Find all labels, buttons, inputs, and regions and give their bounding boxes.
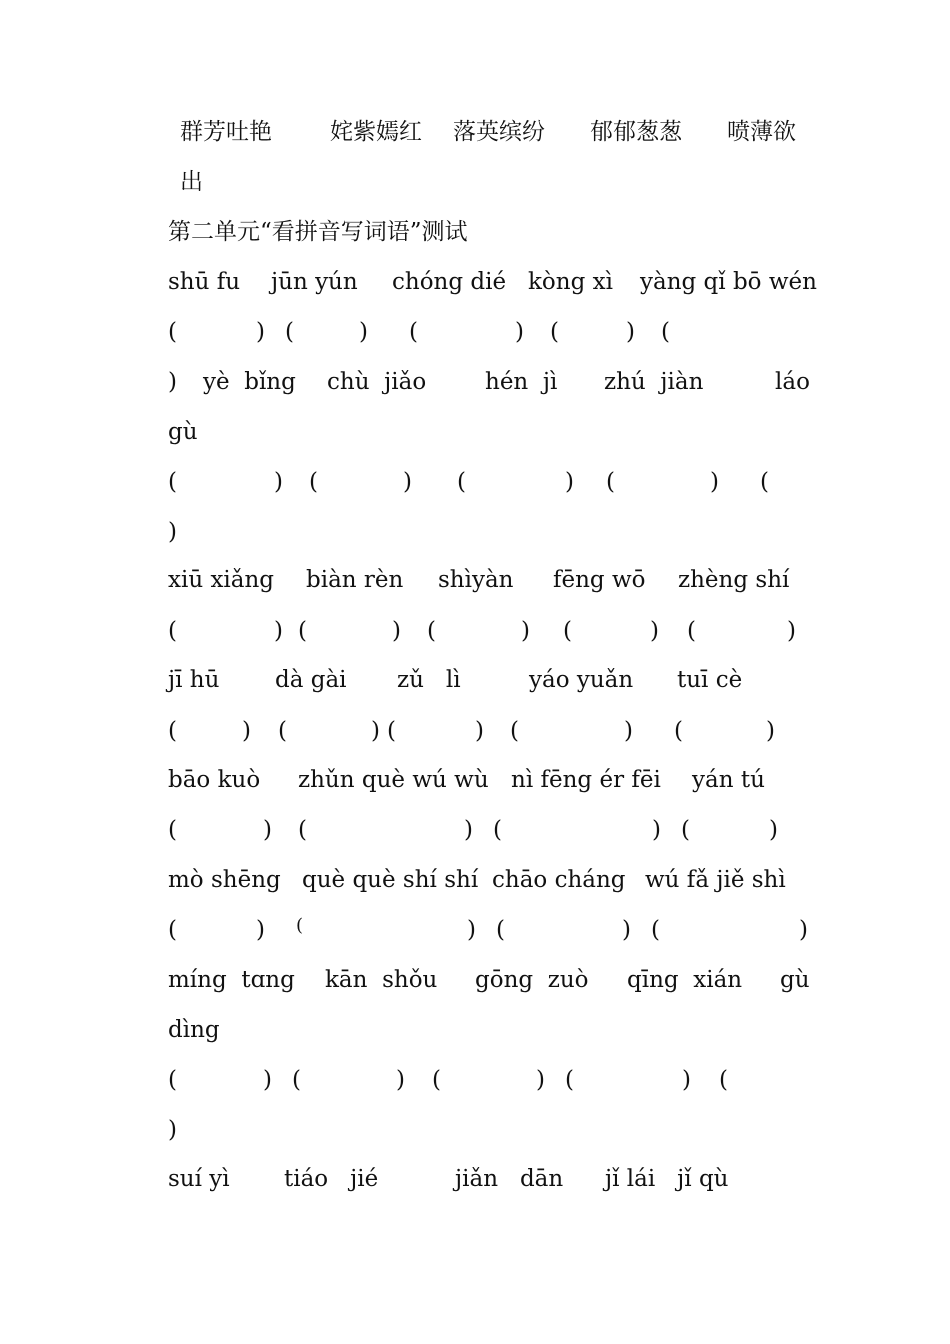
answer-paren-open: (: [309, 469, 318, 495]
answer-paren-close: ): [242, 718, 251, 744]
answer-paren-open: (: [719, 1067, 728, 1093]
pinyin-item: míng tɑng: [168, 967, 295, 993]
idiom-3: 落英缤纷: [453, 119, 545, 145]
idiom-2: 姹紫嫣红: [330, 119, 422, 145]
answer-paren-close: ): [787, 618, 796, 644]
answer-paren-close: ): [359, 319, 368, 345]
answer-paren-open: (: [168, 718, 177, 744]
answer-paren-open: (: [298, 817, 307, 843]
answer-paren-close: ): [769, 817, 778, 843]
pinyin-item: tuī cè: [677, 667, 743, 693]
pinyin-item: zhǔn què wú wù: [298, 767, 489, 793]
pinyin-item: zhú jiàn: [604, 369, 704, 395]
answer-paren-close: ): [515, 319, 524, 345]
pinyin-item: chāo cháng: [492, 867, 626, 893]
answer-paren-close: ): [624, 718, 633, 744]
pinyin-item: jǐ lái jǐ qù: [605, 1166, 729, 1192]
answer-paren-close: ): [392, 618, 401, 644]
answer-paren-open: (: [168, 319, 177, 345]
answer-paren-close: ): [274, 618, 283, 644]
answer-paren-close: ): [403, 469, 412, 495]
pinyin-item: nì fēng ér fēi: [511, 767, 661, 793]
pinyin-item: zǔ lì: [397, 667, 461, 693]
pinyin-item: bāo kuò: [168, 767, 261, 793]
answer-paren-close: ): [565, 469, 574, 495]
pinyin-item: kòng xì: [528, 269, 613, 295]
pinyin-item: yàng qǐ bō wén: [640, 269, 817, 295]
pinyin-item: biàn rèn: [306, 567, 404, 593]
answer-paren-open: (: [427, 618, 436, 644]
answer-paren-close: ): [799, 917, 808, 943]
answer-paren-open: (: [510, 718, 519, 744]
pinyin-item: mò shēng: [168, 867, 281, 893]
answer-paren-open: (: [168, 917, 177, 943]
answer-paren-open: (: [550, 319, 559, 345]
pinyin-item: shū fu: [168, 269, 241, 295]
answer-paren-open: (: [457, 469, 466, 495]
idiom-5-cont: 出: [180, 169, 203, 195]
pinyin-item-cont: dìng: [168, 1017, 220, 1043]
pinyin-item: gù: [780, 967, 810, 993]
pinyin-item: yáo yuǎn: [529, 667, 634, 693]
idiom-5: 喷薄欲: [727, 119, 796, 145]
pinyin-item: shìyàn: [438, 567, 514, 593]
answer-paren-open: (: [409, 319, 418, 345]
answer-paren-close: ): [536, 1067, 545, 1093]
pinyin-item: dà gài: [275, 667, 347, 693]
answer-paren-open: (: [565, 1067, 574, 1093]
answer-paren-open: (: [168, 618, 177, 644]
answer-paren-open: (: [296, 915, 304, 936]
answer-paren-close: ): [274, 469, 283, 495]
answer-paren-close: ): [256, 917, 265, 943]
answer-paren-close: ): [467, 917, 476, 943]
answer-paren-close: ): [521, 618, 530, 644]
answer-paren-close: ): [766, 718, 775, 744]
answer-paren-close: ): [710, 469, 719, 495]
pinyin-item: jiǎn dān: [455, 1166, 564, 1192]
pinyin-item: yán tú: [692, 767, 765, 793]
pinyin-item: kān shǒu: [325, 967, 438, 993]
answer-paren-open: (: [493, 817, 502, 843]
answer-paren-open: (: [563, 618, 572, 644]
answer-paren-close: ): [396, 1067, 405, 1093]
answer-paren-close: ): [464, 817, 473, 843]
answer-paren-open: (: [606, 469, 615, 495]
pinyin-item: láo: [775, 369, 810, 395]
answer-paren-close: ): [652, 817, 661, 843]
pinyin-item: chù jiǎo: [327, 369, 427, 395]
pinyin-item: zhèng shí: [678, 567, 790, 593]
answer-paren-open: (: [168, 817, 177, 843]
answer-paren-open: (: [674, 718, 683, 744]
answer-paren-open: (: [661, 319, 670, 345]
idiom-1: 群芳吐艳: [180, 119, 272, 145]
pinyin-item: jī hū: [168, 667, 220, 693]
answer-paren-close: ): [168, 1117, 177, 1143]
idiom-4: 郁郁葱葱: [590, 119, 682, 145]
answer-paren-close: ): [650, 618, 659, 644]
pinyin-item: gōng zuò: [475, 967, 589, 993]
answer-paren-open: (: [292, 1067, 301, 1093]
section-title: 第二单元“看拼音写词语”测试: [168, 219, 468, 245]
pinyin-item: chóng dié: [392, 269, 507, 295]
answer-paren-open: (: [387, 718, 396, 744]
pinyin-item: fēng wō: [553, 567, 646, 593]
answer-paren-open: (: [285, 319, 294, 345]
answer-paren-open: (: [651, 917, 660, 943]
answer-paren-open: (: [168, 469, 177, 495]
pinyin-item-cont: gù: [168, 419, 198, 445]
pinyin-item: xiū xiǎng: [168, 567, 275, 593]
pinyin-item: wú fǎ jiě shì: [645, 867, 786, 893]
answer-paren-close: ): [168, 369, 177, 395]
answer-paren-close: ): [263, 817, 272, 843]
answer-paren-close: ): [168, 519, 177, 545]
answer-paren-close: ): [626, 319, 635, 345]
answer-paren-close: ): [622, 917, 631, 943]
answer-paren-open: (: [278, 718, 287, 744]
answer-paren-open: (: [496, 917, 505, 943]
answer-paren-open: (: [168, 1067, 177, 1093]
pinyin-item: suí yì: [168, 1166, 230, 1192]
answer-paren-open: (: [298, 618, 307, 644]
pinyin-item: qīng xián: [627, 967, 743, 993]
answer-paren-close: ): [682, 1067, 691, 1093]
answer-paren-open: (: [760, 469, 769, 495]
pinyin-item: yè bǐng: [203, 369, 296, 395]
pinyin-item: jūn yún: [271, 269, 358, 295]
pinyin-item: hén jì: [485, 369, 558, 395]
answer-paren-close: ): [371, 718, 380, 744]
answer-paren-open: (: [432, 1067, 441, 1093]
pinyin-item: tiáo jié: [284, 1166, 379, 1192]
pinyin-item: què què shí shí: [302, 867, 479, 893]
answer-paren-open: (: [681, 817, 690, 843]
answer-paren-open: (: [687, 618, 696, 644]
answer-paren-close: ): [263, 1067, 272, 1093]
answer-paren-close: ): [256, 319, 265, 345]
answer-paren-close: ): [475, 718, 484, 744]
